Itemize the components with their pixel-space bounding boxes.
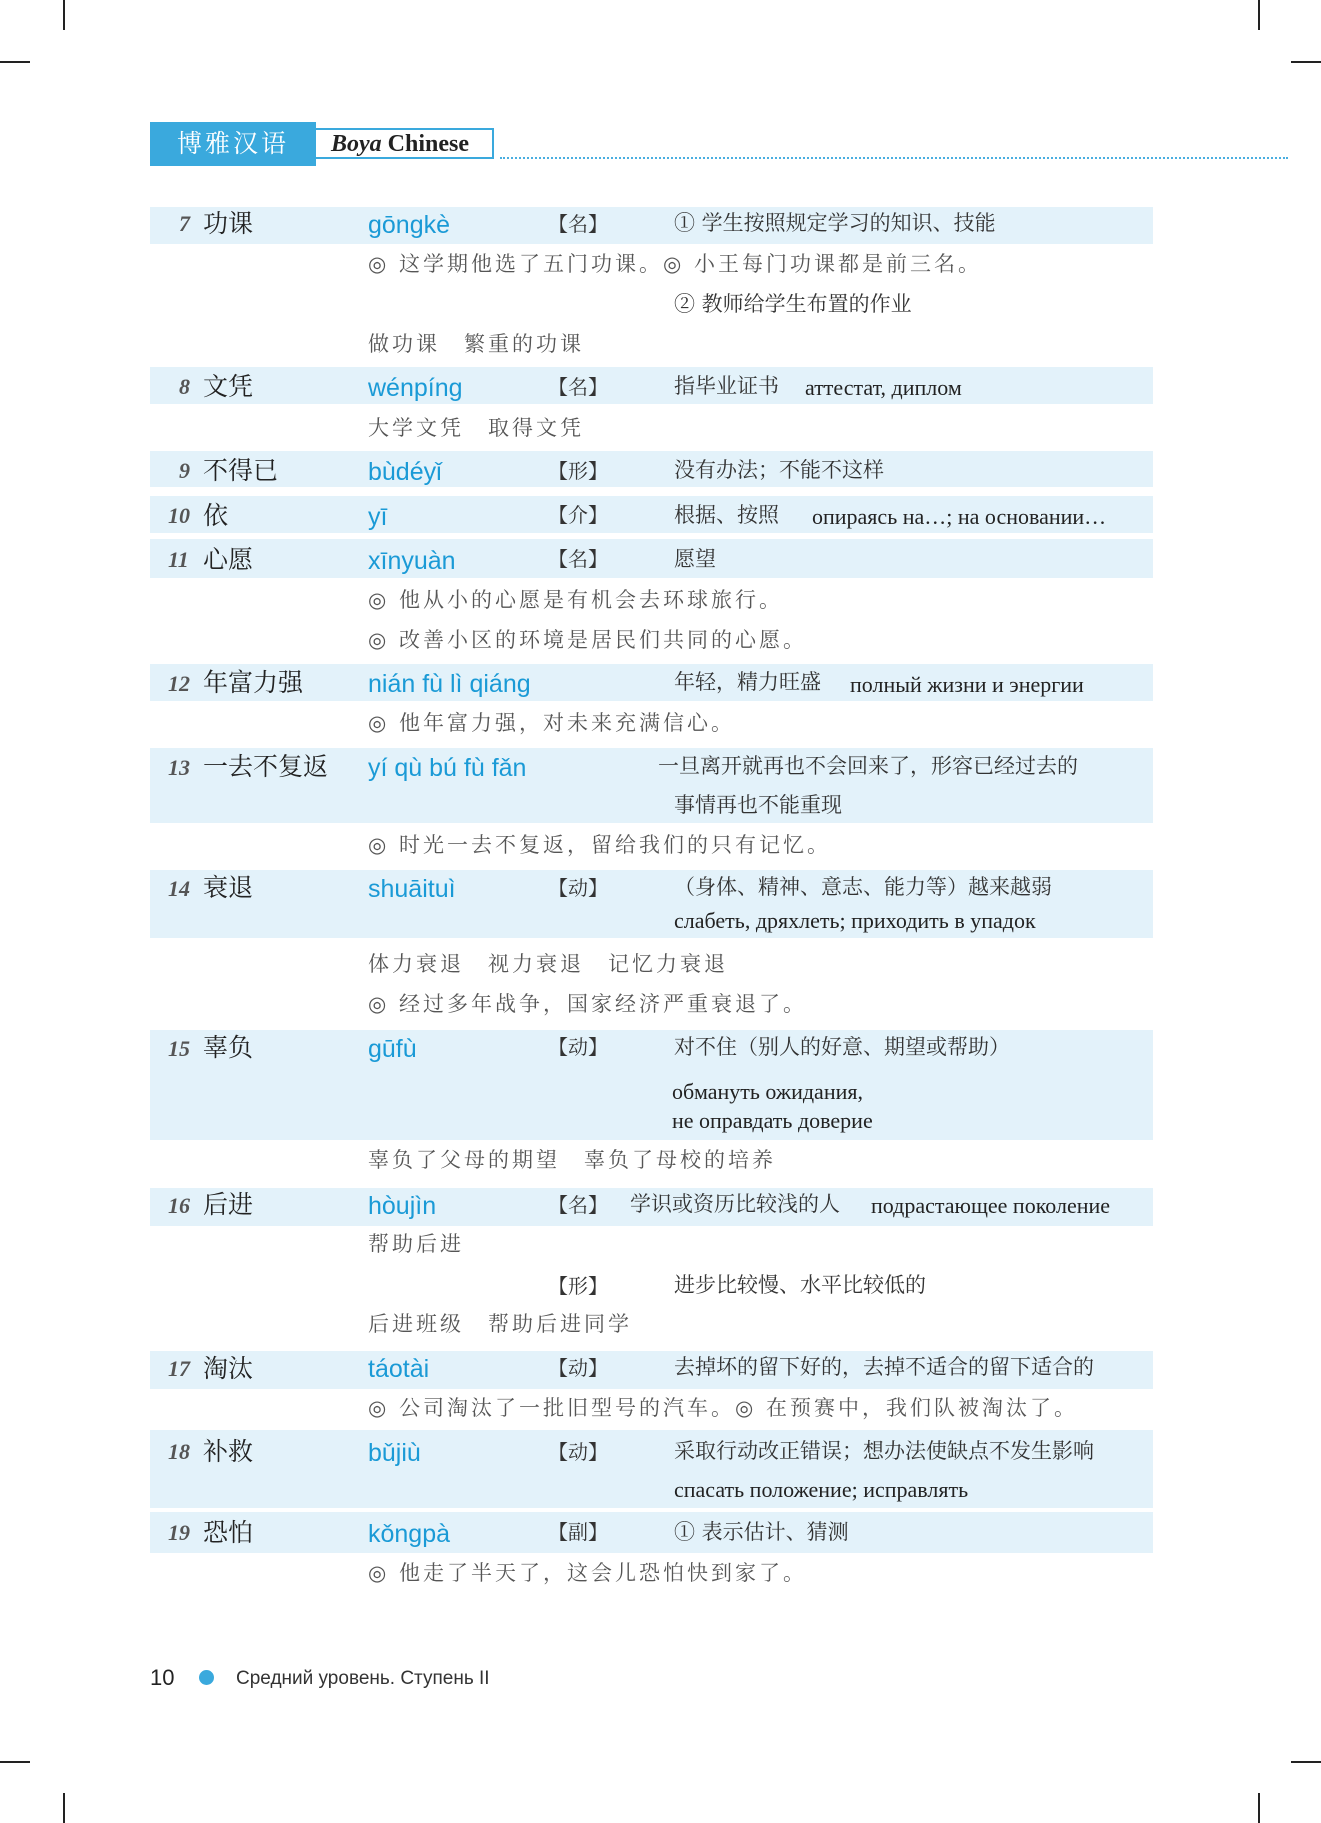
pinyin: táotài xyxy=(368,1355,430,1383)
headword: 淘汰 xyxy=(203,1354,254,1383)
example: 帮助后进 xyxy=(368,1232,464,1256)
entry-number: 8 xyxy=(179,374,190,399)
pinyin: yī xyxy=(368,503,388,531)
book-title-chinese: 博雅汉语 xyxy=(150,122,316,166)
headword: 后进 xyxy=(203,1190,254,1219)
definition: 采取行动改正错误；想办法使缺点不发生影响 xyxy=(674,1439,1094,1463)
page-number: 10 xyxy=(150,1665,175,1690)
definition: 愿望 xyxy=(674,547,716,571)
russian-translation: опираясь на…; на основании… xyxy=(812,504,1107,529)
russian-translation: не оправдать доверие xyxy=(672,1108,873,1133)
part-of-speech: 【形】 xyxy=(548,459,608,483)
entry-number: 18 xyxy=(168,1439,190,1464)
headword: 不得已 xyxy=(203,456,279,485)
crop-mark xyxy=(63,0,65,30)
headword: 心愿 xyxy=(203,545,254,574)
russian-translation: аттестат, диплом xyxy=(805,375,962,400)
definition: 学识或资历比较浅的人 xyxy=(630,1192,840,1216)
headword: 文凭 xyxy=(203,372,254,401)
entry-band xyxy=(150,539,1153,578)
pinyin: xīnyuàn xyxy=(368,547,456,575)
part-of-speech: 【形】 xyxy=(548,1274,608,1298)
pinyin: gūfù xyxy=(368,1035,417,1063)
definition: 没有办法；不能不这样 xyxy=(674,458,884,482)
book-title-rest: Chinese xyxy=(381,131,470,157)
definition: ① 表示估计、猜测 xyxy=(674,1520,849,1544)
example: ◎ 经过多年战争，国家经济严重衰退了。 xyxy=(368,992,807,1016)
headword: 补救 xyxy=(203,1437,254,1466)
pinyin: nián fù lì qiáng xyxy=(368,670,531,698)
crop-mark xyxy=(1291,61,1321,63)
russian-translation: полный жизни и энергии xyxy=(850,672,1084,697)
pinyin: bǔjiù xyxy=(368,1439,421,1467)
example: ◎ 这学期他选了五门功课。◎ 小王每门功课都是前三名。 xyxy=(368,252,982,276)
entry-number: 14 xyxy=(168,876,190,901)
footer-bullet-icon xyxy=(199,1670,214,1685)
definition: ② 教师给学生布置的作业 xyxy=(674,292,912,316)
definition: 指毕业证书 xyxy=(674,374,779,398)
entry-number: 10 xyxy=(168,503,190,528)
definition: 年轻，精力旺盛 xyxy=(674,670,821,694)
part-of-speech: 【名】 xyxy=(548,212,608,236)
crop-mark xyxy=(63,1793,65,1823)
entry-band xyxy=(150,1512,1153,1553)
footer-text: Средний уровень. Ступень II xyxy=(236,1668,490,1689)
pinyin: yí qù bú fù fǎn xyxy=(368,754,527,782)
russian-translation: слабеть, дряхлеть; приходить в упадок xyxy=(674,908,1036,933)
part-of-speech: 【介】 xyxy=(548,503,608,527)
definition: 进步比较慢、水平比较低的 xyxy=(674,1273,926,1297)
part-of-speech: 【名】 xyxy=(548,547,608,571)
part-of-speech: 【动】 xyxy=(548,1440,608,1464)
example: ◎ 改善小区的环境是居民们共同的心愿。 xyxy=(368,628,807,652)
pinyin: bùdéyǐ xyxy=(368,458,442,486)
headword: 辜负 xyxy=(203,1033,254,1062)
example: ◎ 他从小的心愿是有机会去环球旅行。 xyxy=(368,588,783,612)
crop-mark xyxy=(0,1761,30,1763)
book-title-italic: Boya xyxy=(331,131,382,157)
entry-number: 13 xyxy=(168,755,190,780)
headword: 依 xyxy=(203,501,229,530)
entry-band xyxy=(150,451,1153,487)
definition: 一旦离开就再也不会回来了，形容已经过去的 xyxy=(658,754,1078,778)
crop-mark xyxy=(1291,1761,1321,1763)
example: 后进班级 帮助后进同学 xyxy=(368,1312,632,1336)
russian-translation: подрастающее поколение xyxy=(871,1193,1111,1218)
crop-mark xyxy=(0,61,30,63)
entry-number: 12 xyxy=(168,671,190,696)
example: ◎ 他走了半天了，这会儿恐怕快到家了。 xyxy=(368,1561,807,1585)
pinyin: wénpíng xyxy=(368,374,463,402)
headword: 衰退 xyxy=(203,873,254,902)
entry-number: 16 xyxy=(168,1193,190,1218)
definition: 对不住（别人的好意、期望或帮助） xyxy=(674,1035,1010,1059)
crop-mark xyxy=(1258,0,1260,30)
definition: ① 学生按照规定学习的知识、技能 xyxy=(674,211,996,235)
entry-number: 9 xyxy=(179,458,190,483)
example: ◎ 他年富力强，对未来充满信心。 xyxy=(368,711,735,735)
pinyin: hòujìn xyxy=(368,1192,437,1220)
definition: 根据、按照 xyxy=(674,503,779,527)
headword: 年富力强 xyxy=(203,668,304,697)
crop-mark xyxy=(1258,1793,1260,1823)
entry-band xyxy=(150,207,1153,244)
example: ◎ 公司淘汰了一批旧型号的汽车。◎ 在预赛中，我们队被淘汰了。 xyxy=(368,1396,1078,1420)
headword: 一去不复返 xyxy=(203,752,329,781)
headword: 恐怕 xyxy=(203,1518,254,1547)
definition: 事情再也不能重现 xyxy=(674,793,842,817)
headword: 功课 xyxy=(203,209,254,238)
pinyin: shuāituì xyxy=(368,875,456,903)
part-of-speech: 【动】 xyxy=(548,876,608,900)
book-title-english xyxy=(316,128,494,159)
entry-number: 15 xyxy=(168,1036,190,1061)
part-of-speech: 【动】 xyxy=(548,1035,608,1059)
part-of-speech: 【动】 xyxy=(548,1356,608,1380)
example: 做功课 繁重的功课 xyxy=(368,332,584,356)
part-of-speech: 【名】 xyxy=(548,375,608,399)
example: ◎ 时光一去不复返，留给我们的只有记忆。 xyxy=(368,833,831,857)
pinyin: gōngkè xyxy=(368,211,451,239)
entry-number: 19 xyxy=(168,1520,190,1545)
definition: （身体、精神、意志、能力等）越来越弱 xyxy=(674,875,1052,899)
example: 大学文凭 取得文凭 xyxy=(368,416,584,440)
russian-translation: обмануть ожидания, xyxy=(672,1079,863,1104)
entry-band xyxy=(150,367,1153,404)
part-of-speech: 【副】 xyxy=(548,1520,608,1544)
entry-number: 17 xyxy=(168,1356,190,1381)
example: 辜负了父母的期望 辜负了母校的培养 xyxy=(368,1148,776,1172)
part-of-speech: 【名】 xyxy=(548,1193,608,1217)
russian-translation: спасать положение; исправлять xyxy=(674,1477,969,1502)
definition: 去掉坏的留下好的，去掉不适合的留下适合的 xyxy=(674,1355,1094,1379)
entry-number: 7 xyxy=(179,211,190,236)
entry-number: 11 xyxy=(168,547,189,572)
pinyin: kǒngpà xyxy=(368,1520,451,1548)
example: 体力衰退 视力衰退 记忆力衰退 xyxy=(368,952,728,976)
header-dotted-rule xyxy=(500,157,1288,159)
